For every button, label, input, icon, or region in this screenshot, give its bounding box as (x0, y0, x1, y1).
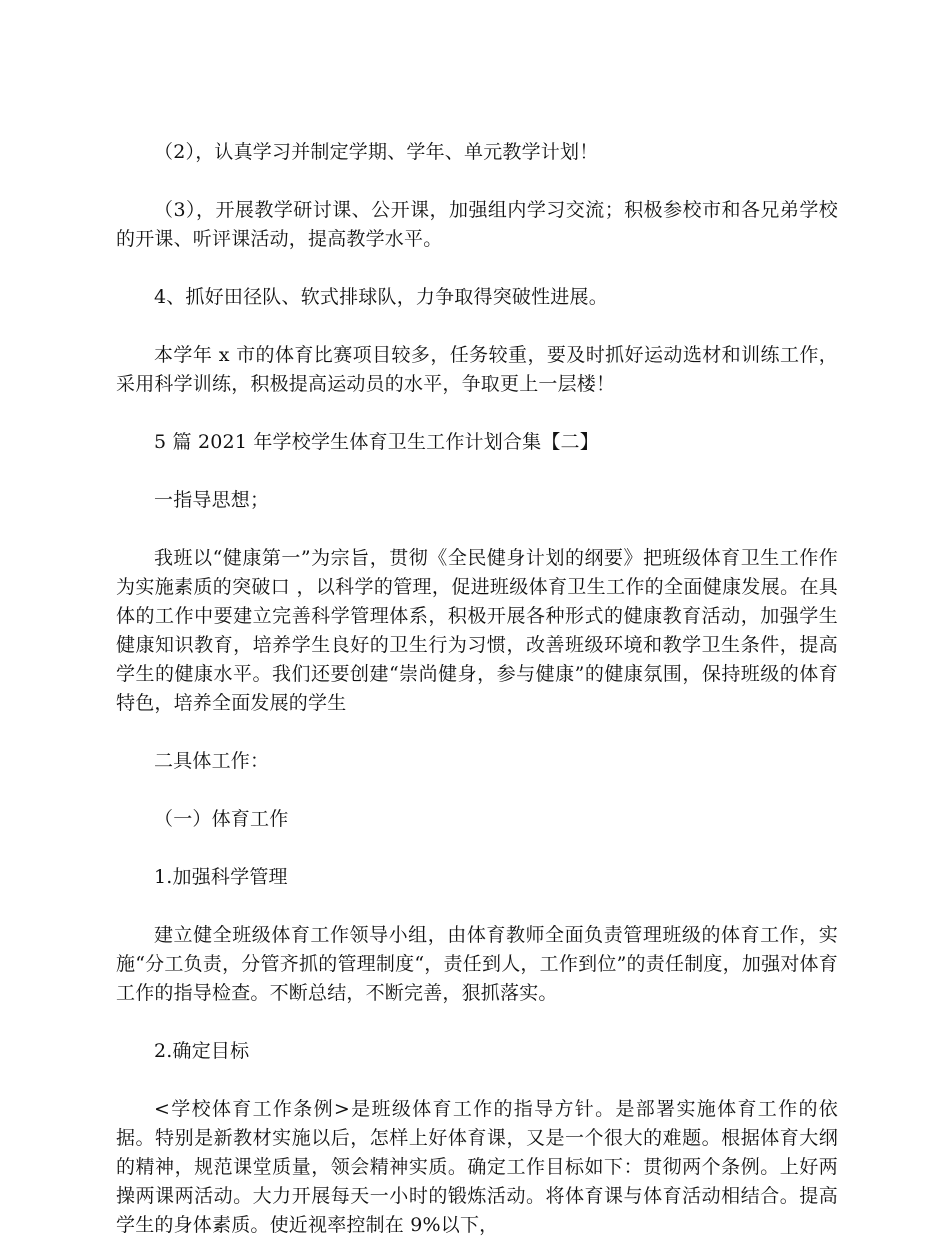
paragraph-item-2-plan: （2），认真学习并制定学期、学年、单元教学计划！ (154, 141, 599, 163)
paragraph-item-4-teams: 4、抓好田径队、软式排球队，力争取得突破性进展。 (154, 286, 608, 308)
section-title-two: 5 篇 2021 年学校学生体育卫生工作计划合集【二】 (154, 431, 599, 453)
heading-guiding-ideology: 一指导思想； (154, 489, 270, 511)
heading-management: 1.加强科学管理 (154, 866, 288, 888)
paragraph-competitions: 本学年 x 市的体育比赛项目较多，任务较重，要及时抓好运动选材和训练工作，采用科学训练，积极提高运动员的水平，争取更上一层楼！ (116, 344, 838, 395)
heading-goals: 2.确定目标 (154, 1040, 250, 1062)
paragraph-goals: <学校体育工作条例>是班级体育工作的指导方针。是部署实施体育工作的依据。特别是新教材实施以后，怎样上好体育课，又是一个很大的难题。根据体育大纲的精神，规范课堂质量，领会精神实质。确定工作目标如下：贯彻两个条例。上好两操两课两活动。大力开展每天一小时的锻炼活动。将体育课与体育活动相结合。提高学生的身体素质。使近视率控制在 9%以下， (116, 1098, 838, 1236)
paragraph-item-3-research: （3），开展教学研讨课、公开课，加强组内学习交流；积极参校市和各兄弟学校的开课、听评课活动，提高教学水平。 (116, 199, 838, 250)
heading-sports-work: （一）体育工作 (154, 808, 289, 830)
document-body (116, 138, 838, 1240)
paragraph-management: 建立健全班级体育工作领导小组，由体育教师全面负责管理班级的体育工作，实施“分工负责，分管齐抓的管理制度“，责任到人，工作到位”的责任制度，加强对体育工作的指导检查。不断总结，不断完善，狠抓落实。 (116, 924, 838, 1004)
paragraph-guiding-ideology: 我班以“健康第一”为宗旨，贯彻《全民健身计划的纲要》把班级体育卫生工作作为实施素质的突破口 ，以科学的管理，促进班级体育卫生工作的全面健康发展。在具体的工作中要建立完善科学管理体系，积极开展各种形式的健康教育活动，加强学生健康知识教育，培养学生良好的卫生行为习惯，改善班级环境和教学卫生条件，提高学生的健康水平。我们还要创建“崇尚健身，参与健康”的健康氛围，保持班级的体育特色，培养全面发展的学生 (116, 547, 838, 714)
heading-specific-work: 二具体工作： (154, 750, 270, 772)
